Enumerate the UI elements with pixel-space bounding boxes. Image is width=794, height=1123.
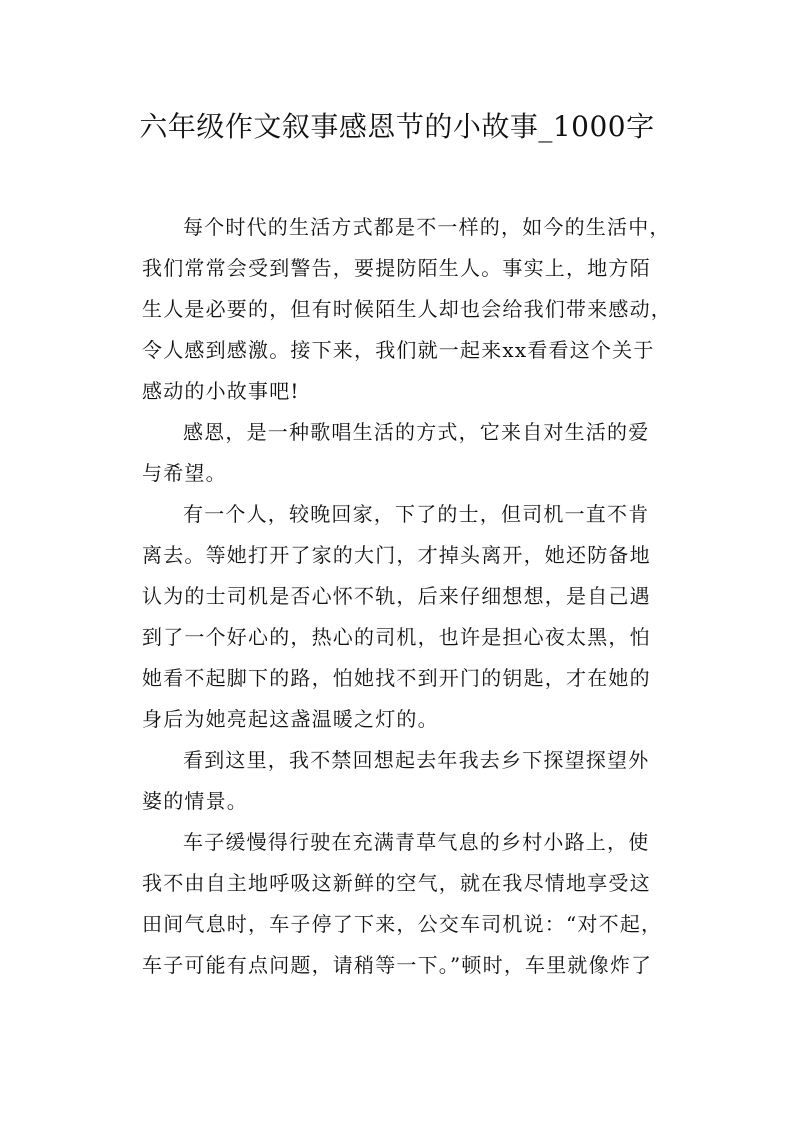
text-line: 感恩，是一种歌唱生活的方式，它来自对生活的爱: [183, 420, 650, 444]
text-line: 车子可能有点问题，请稍等一下。”顿时，车里就像炸了: [142, 953, 653, 977]
article-body: [142, 207, 672, 986]
text-line: 她看不起脚下的路，怕她找不到开门的钥匙，才在她的: [142, 666, 651, 690]
paragraph-2: [142, 412, 672, 494]
text-line: 感动的小故事吧!: [142, 379, 300, 403]
text-line: 我不由自主地呼吸这新鲜的空气，就在我尽情地享受这: [142, 871, 651, 895]
text-line: 田间气息时，车子停了下来，公交车司机说：“对不起，: [142, 912, 663, 936]
text-line: 生人是必要的，但有时候陌生人却也会给我们带来感动，: [142, 297, 672, 321]
text-line: 看到这里，我不禁回想起去年我去乡下探望探望外: [183, 748, 650, 772]
text-line: 有一个人，较晚回家，下了的士，但司机一直不肯: [183, 502, 650, 526]
page-title: 六年级作文叙事感恩节的小故事_1000字: [139, 110, 655, 143]
text-line: 车子缓慢得行驶在充满青草气息的乡村小路上，使: [183, 830, 650, 854]
text-line: 婆的情景。: [142, 789, 248, 813]
paragraph-3: [142, 494, 672, 740]
paragraph-1: [142, 207, 672, 412]
text-line: 我们常常会受到警告，要提防陌生人。事实上，地方陌: [142, 256, 651, 280]
text-line: 身后为她亮起这盏温暖之灯的。: [142, 707, 439, 731]
text-line: 到了一个好心的，热心的司机，也许是担心夜太黑，怕: [142, 625, 651, 649]
paragraph-4: [142, 740, 672, 822]
text-line: 认为的士司机是否心怀不轨，后来仔细想想，是自己遇: [142, 584, 651, 608]
text-line: 每个时代的生活方式都是不一样的，如今的生活中，: [183, 215, 671, 239]
text-line: 与希望。: [142, 461, 227, 485]
paragraph-5: [142, 822, 672, 986]
text-line: 离去。等她打开了家的大门，才掉头离开，她还防备地: [142, 543, 651, 567]
text-line: 令人感到感激。接下来，我们就一起来xx看看这个关于: [142, 338, 655, 362]
